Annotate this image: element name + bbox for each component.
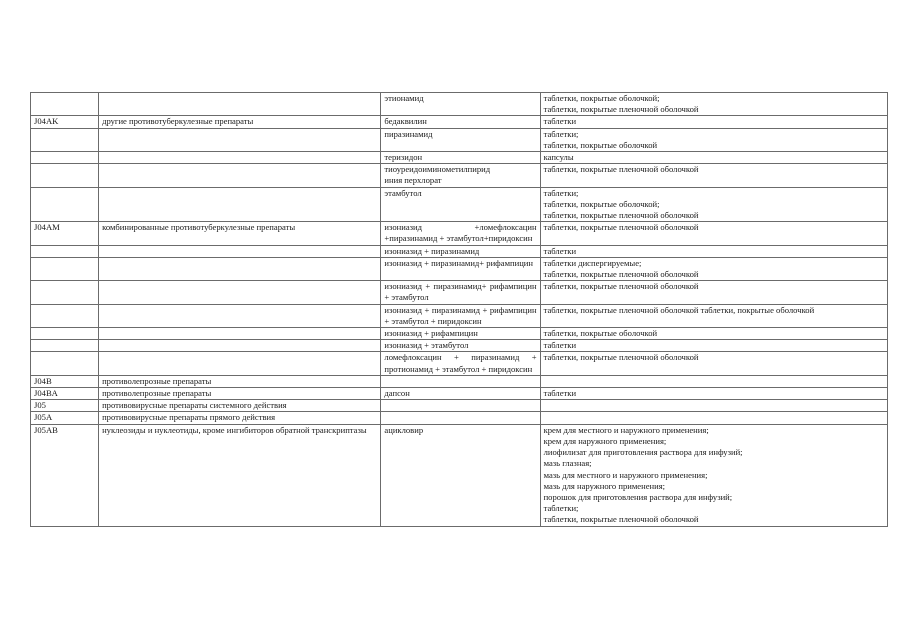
group-name-cell: противолепрозные препараты <box>99 388 381 400</box>
group-name-cell <box>99 304 381 327</box>
drug-name-cell: изониазид + пиразинамид+ рифампицин <box>381 257 540 280</box>
table-row <box>31 304 888 327</box>
group-name-cell: противовирусные препараты системного действия <box>99 400 381 412</box>
group-name-cell <box>99 93 381 116</box>
dosage-form-cell: таблетки <box>540 340 887 352</box>
atc-code-cell: J04AM <box>31 222 99 245</box>
table-row <box>31 128 888 151</box>
table-row <box>31 352 888 375</box>
table-row <box>31 116 888 128</box>
table-row <box>31 412 888 424</box>
dosage-form-cell: таблетки, покрытые оболочкой; таблетки, покрытые пленочной оболочкой <box>540 93 887 116</box>
drug-list-body <box>31 93 888 527</box>
group-name-cell: противовирусные препараты прямого действия <box>99 412 381 424</box>
table-row <box>31 424 888 526</box>
table-row <box>31 164 888 187</box>
atc-code-cell: J04BA <box>31 388 99 400</box>
drug-name-cell: бедаквилин <box>381 116 540 128</box>
atc-code-cell <box>31 164 99 187</box>
table-row <box>31 328 888 340</box>
drug-name-cell: теризидон <box>381 152 540 164</box>
group-name-cell <box>99 328 381 340</box>
atc-code-cell <box>31 245 99 257</box>
group-name-cell <box>99 352 381 375</box>
atc-code-cell <box>31 281 99 304</box>
drug-name-cell: этамбутол <box>381 187 540 222</box>
drug-name-cell: изониазид + этамбутол <box>381 340 540 352</box>
drug-name-cell: изониазид + рифампицин <box>381 328 540 340</box>
atc-code-cell <box>31 93 99 116</box>
dosage-form-cell: таблетки, покрытые оболочкой <box>540 328 887 340</box>
table-row <box>31 340 888 352</box>
dosage-form-cell: таблетки, покрытые пленочной оболочкой таблетки, покрытые оболочкой <box>540 304 887 327</box>
atc-code-cell <box>31 128 99 151</box>
dosage-form-cell: таблетки, покрытые пленочной оболочкой <box>540 164 887 187</box>
dosage-form-cell: капсулы <box>540 152 887 164</box>
dosage-form-cell: таблетки <box>540 245 887 257</box>
drug-name-cell: дапсон <box>381 388 540 400</box>
group-name-cell <box>99 152 381 164</box>
drug-name-cell: этионамид <box>381 93 540 116</box>
dosage-form-cell: таблетки <box>540 388 887 400</box>
drug-list-table <box>30 92 888 527</box>
group-name-cell <box>99 187 381 222</box>
drug-name-cell: тиоуреидоиминометилпирид иния перхлорат <box>381 164 540 187</box>
atc-code-cell: J04B <box>31 375 99 387</box>
table-row <box>31 222 888 245</box>
dosage-form-cell: таблетки; таблетки, покрытые оболочкой; таблетки, покрытые пленочной оболочкой <box>540 187 887 222</box>
drug-name-cell: ацикловир <box>381 424 540 526</box>
dosage-form-cell: таблетки диспергируемые; таблетки, покрытые пленочной оболочкой <box>540 257 887 280</box>
group-name-cell <box>99 164 381 187</box>
atc-code-cell <box>31 352 99 375</box>
dosage-form-cell: таблетки, покрытые пленочной оболочкой <box>540 222 887 245</box>
drug-name-cell: изониазид +ломефлоксацин +пиразинамид + этамбутол+пиридоксин <box>381 222 540 245</box>
table-row <box>31 388 888 400</box>
table-row <box>31 400 888 412</box>
group-name-cell <box>99 281 381 304</box>
group-name-cell <box>99 128 381 151</box>
drug-name-cell: пиразинамид <box>381 128 540 151</box>
atc-code-cell <box>31 152 99 164</box>
group-name-cell: противолепрозные препараты <box>99 375 381 387</box>
group-name-cell <box>99 245 381 257</box>
group-name-cell <box>99 340 381 352</box>
atc-code-cell: J05A <box>31 412 99 424</box>
dosage-form-cell <box>540 375 887 387</box>
drug-name-cell <box>381 375 540 387</box>
drug-name-cell: изониазид + пиразинамид+ рифампицин + этамбутол <box>381 281 540 304</box>
atc-code-cell <box>31 187 99 222</box>
group-name-cell: комбинированные противотуберкулезные препараты <box>99 222 381 245</box>
table-row <box>31 281 888 304</box>
group-name-cell: другие противотуберкулезные препараты <box>99 116 381 128</box>
table-row <box>31 245 888 257</box>
drug-name-cell <box>381 400 540 412</box>
dosage-form-cell <box>540 400 887 412</box>
table-row <box>31 187 888 222</box>
dosage-form-cell: таблетки <box>540 116 887 128</box>
dosage-form-cell: таблетки, покрытые пленочной оболочкой <box>540 352 887 375</box>
atc-code-cell: J05AB <box>31 424 99 526</box>
drug-name-cell <box>381 412 540 424</box>
table-row <box>31 93 888 116</box>
group-name-cell: нуклеозиды и нуклеотиды, кроме ингибиторов обратной транскриптазы <box>99 424 381 526</box>
atc-code-cell <box>31 304 99 327</box>
atc-code-cell <box>31 340 99 352</box>
dosage-form-cell: таблетки, покрытые пленочной оболочкой <box>540 281 887 304</box>
table-row <box>31 375 888 387</box>
table-row <box>31 152 888 164</box>
atc-code-cell <box>31 328 99 340</box>
group-name-cell <box>99 257 381 280</box>
dosage-form-cell: таблетки; таблетки, покрытые оболочкой <box>540 128 887 151</box>
atc-code-cell <box>31 257 99 280</box>
table-row <box>31 257 888 280</box>
drug-name-cell: ломефлоксацин + пиразинамид + протионамид + этамбутол + пиридоксин <box>381 352 540 375</box>
atc-code-cell: J04AK <box>31 116 99 128</box>
drug-name-cell: изониазид + пиразинамид + рифампицин + этамбутол + пиридоксин <box>381 304 540 327</box>
drug-name-cell: изониазид + пиразинамид <box>381 245 540 257</box>
dosage-form-cell: крем для местного и наружного применения; крем для наружного применения; лиофилизат для приготовления раствора для инфузий; мазь глазная; мазь для местного и наружного применения; мазь для наружного применения; порошок для приготовления раствора для инфузий; таблетки; таблетки, покрытые пленочной оболочкой <box>540 424 887 526</box>
dosage-form-cell <box>540 412 887 424</box>
atc-code-cell: J05 <box>31 400 99 412</box>
